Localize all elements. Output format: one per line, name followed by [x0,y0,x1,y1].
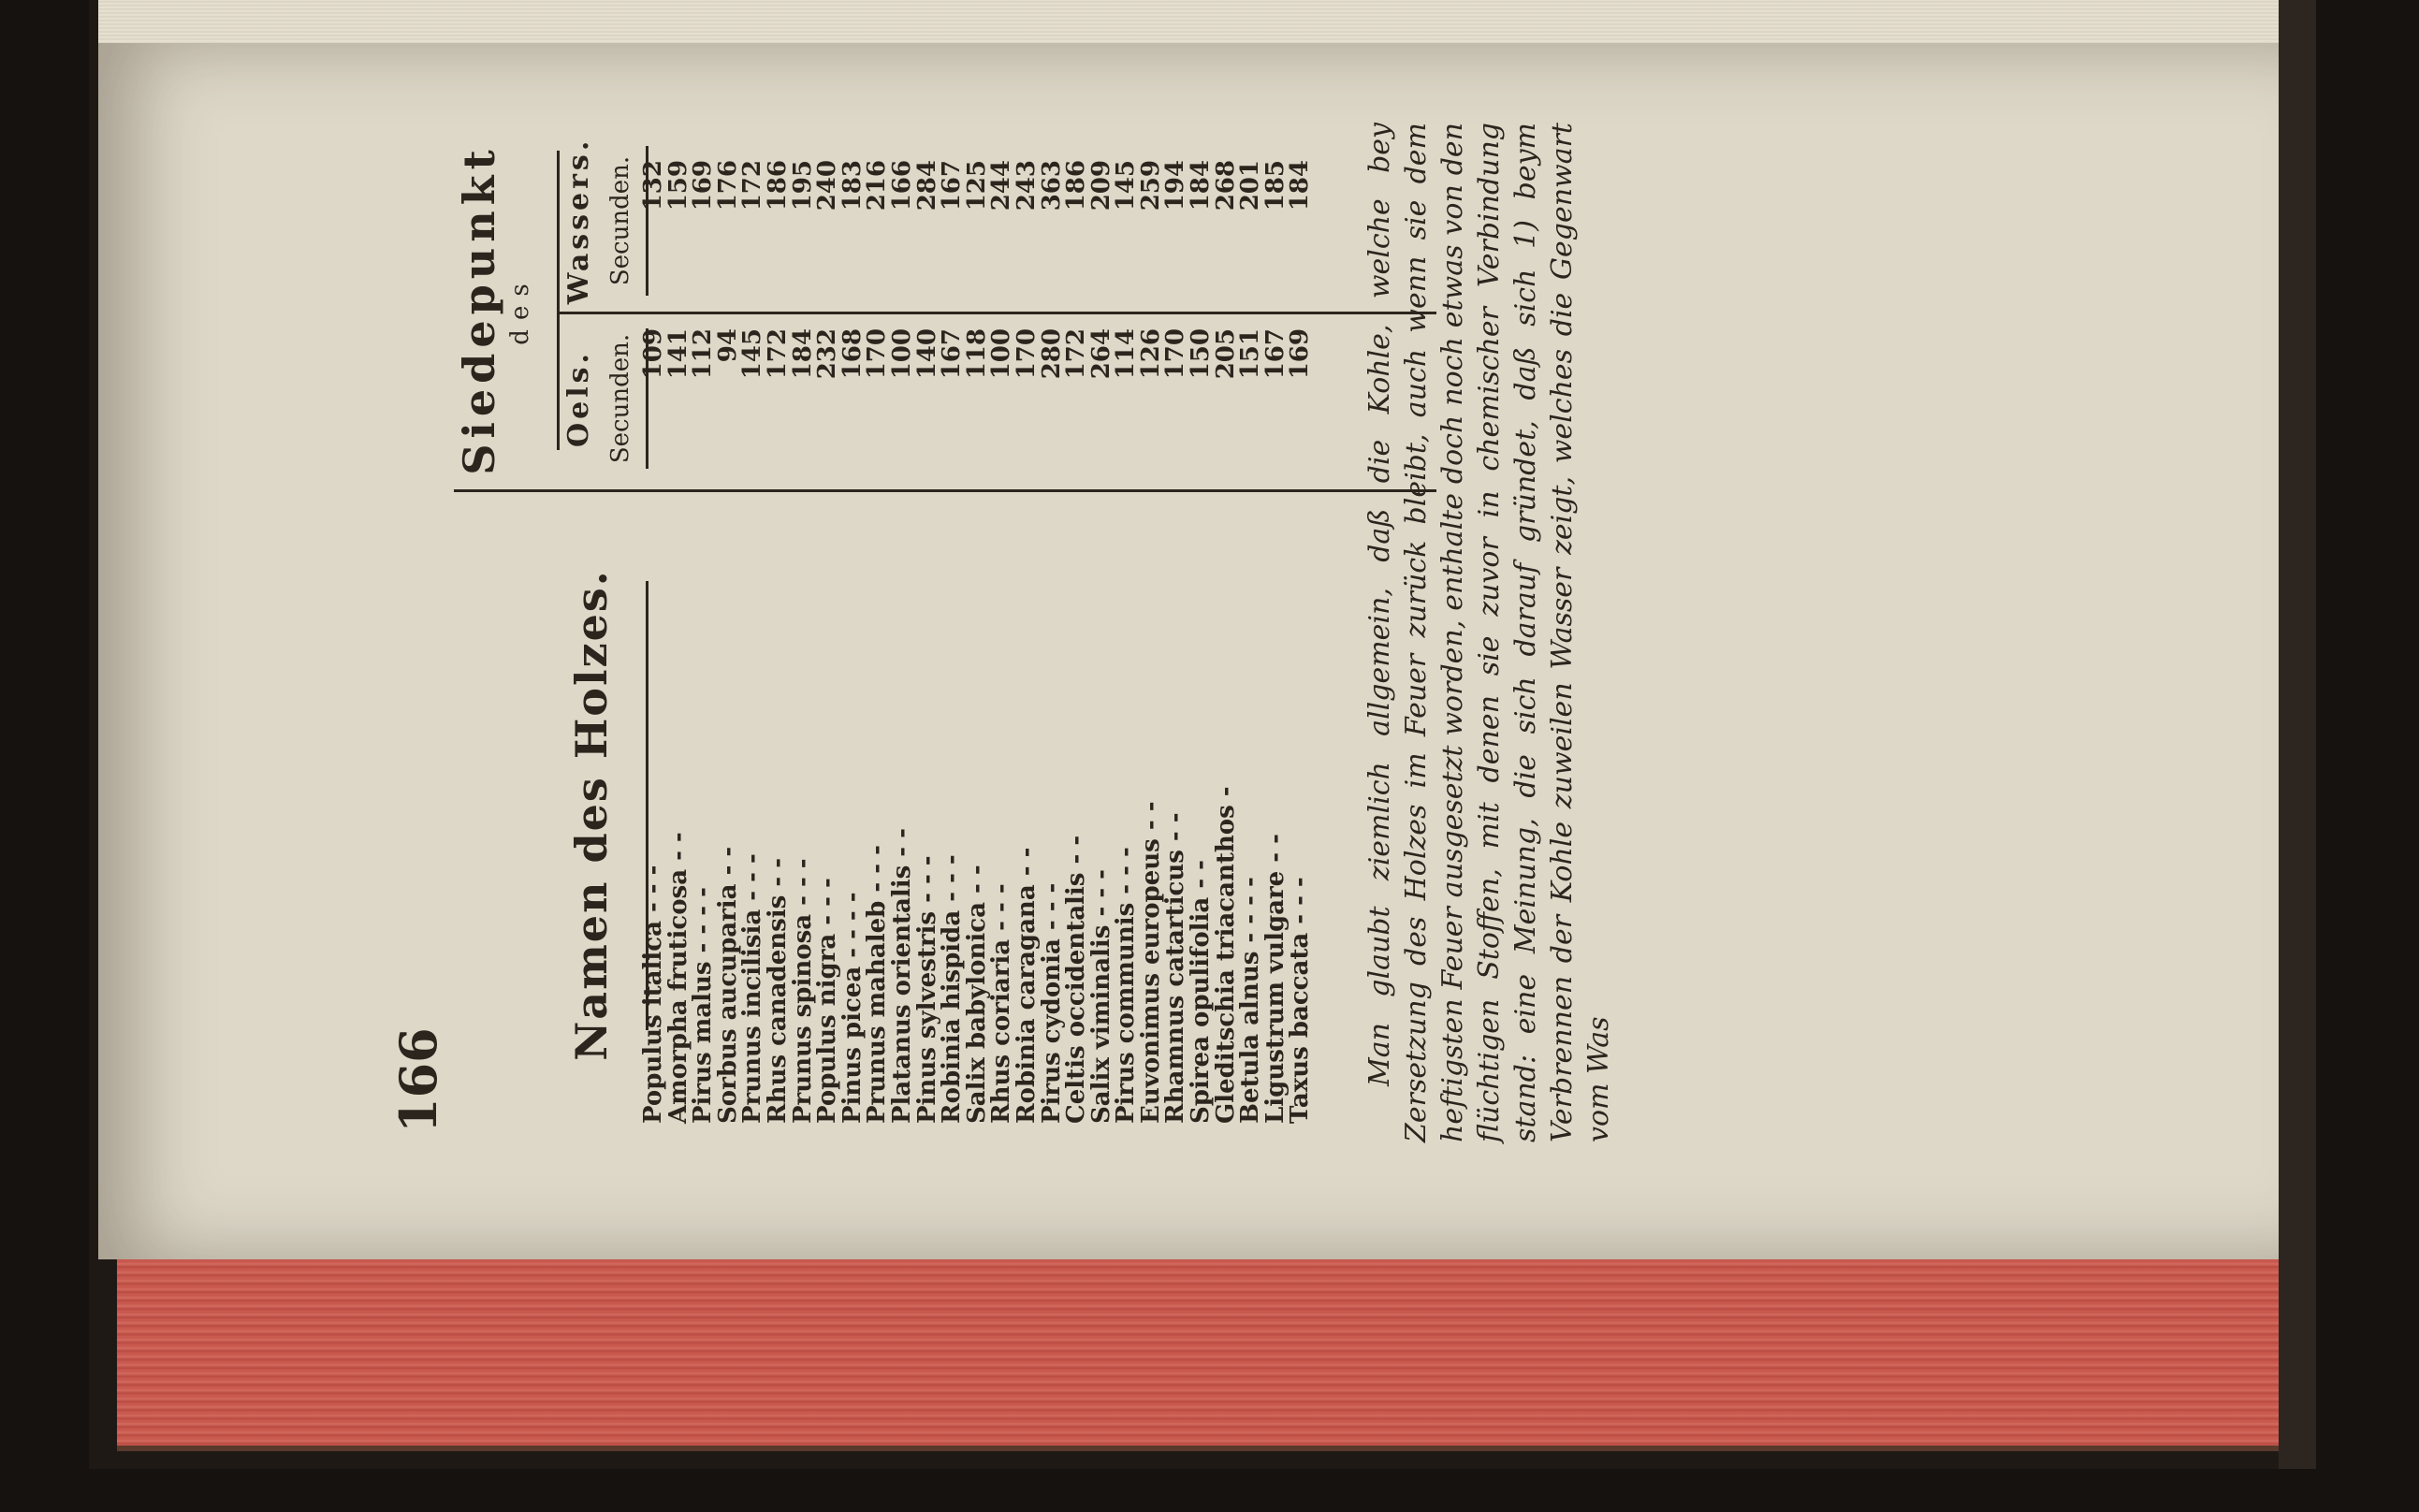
water-boiling-seconds: 363 [1037,160,1066,211]
oil-boiling-seconds: 170 [1161,328,1190,380]
boiling-point-header [454,132,634,487]
wood-name: Salix babylonica - - [962,865,991,1124]
oil-boiling-seconds: 280 [1037,328,1066,380]
table-row [1188,132,1214,1142]
name-column-header: Namen des Holzes. [566,569,617,1061]
water-boiling-seconds: 184 [1286,160,1315,211]
wood-name: Prunus mahaleb - - - [863,845,892,1124]
table-row [641,132,666,1142]
water-boiling-seconds: 209 [1086,160,1115,211]
oil-boiling-seconds: 232 [813,328,842,380]
table-row [1086,132,1115,1142]
table-row [865,132,890,1142]
oil-boiling-seconds: 170 [863,328,892,380]
wood-name: Salix viminalis - - - [1086,869,1115,1124]
water-boiling-seconds: 201 [1236,160,1265,211]
table-row [1288,132,1313,1142]
table-row [1211,132,1240,1142]
water-boiling-seconds: 167 [938,160,967,211]
water-boiling-seconds: 132 [639,160,667,211]
water-boiling-seconds: 268 [1211,160,1240,211]
oil-boiling-seconds: 151 [1236,328,1265,380]
wood-name: Spirea opulifolia - - [1187,860,1216,1124]
wood-name: Rhus coriaria - - - [987,883,1016,1124]
wood-name: Taxus baccata - - - [1286,877,1315,1124]
oil-boiling-seconds: 205 [1211,328,1240,380]
water-unit: Secunden. [606,155,634,286]
water-boiling-seconds: 183 [838,160,867,211]
oil-boiling-seconds: 172 [1062,328,1091,380]
oil-boiling-seconds: 100 [987,328,1016,380]
wood-name: Prunus spinosa - - - [788,858,817,1124]
water-boiling-seconds: 216 [863,160,892,211]
water-boiling-seconds: 176 [713,160,742,211]
oil-boiling-seconds: 169 [1286,328,1315,380]
water-boiling-seconds: 243 [1012,160,1041,211]
table-row [1037,132,1066,1142]
table-row [815,132,840,1142]
water-boiling-seconds: 125 [962,160,991,211]
water-label: Wassers. [562,137,595,305]
table-row [1014,132,1040,1142]
wood-name: Celtis occidentalis - - [1062,835,1091,1124]
paragraph: Man glaubt ziemlich allgemein, daß die Kohle, welche bey Zersetzung des Holzes im Feuer zurück bleibt, auch wenn sie dem heftigsten Feuer ausgesetzt worden, enthalte doch noch etwas von den flüchtigen Stoffen, mit denen sie zuvor in chemischer Verbindung stand: eine Meinung, die sich darauf gründet, daß sich 1) beym Verbrennen der Kohle zuweilen Wasser zeigt, welches die Gegenwart vom Was [1363,123,1615,1142]
oil-boiling-seconds: 112 [689,328,718,380]
water-boiling-seconds: 240 [813,160,842,211]
boiling-point-table [454,132,1313,1142]
page-edges [117,1244,2316,1451]
water-boiling-seconds: 172 [738,160,767,211]
oil-unit: Secunden. [606,333,634,464]
oil-boiling-seconds: 114 [1112,328,1141,380]
oil-boiling-seconds: 264 [1086,328,1115,380]
table-row [840,132,866,1142]
wood-name: Populus nigra - - - [813,878,842,1124]
water-boiling-seconds: 159 [663,160,692,211]
table-row [663,132,692,1142]
book-page [98,43,2307,1259]
table-row [740,132,765,1142]
table-row [1114,132,1139,1142]
body-text [1362,123,1617,1142]
water-boiling-seconds: 194 [1161,160,1190,211]
table-row [1136,132,1165,1142]
table-row [1163,132,1188,1142]
water-boiling-seconds: 186 [763,160,792,211]
water-boiling-seconds: 195 [788,160,817,211]
sub-columns [562,132,641,487]
water-boiling-seconds: 184 [1187,160,1216,211]
wood-name: Populus italica - - - [639,865,667,1124]
book-spine-edge [2279,0,2316,1469]
water-column-header [562,132,634,310]
page-number: 166 [388,1027,448,1133]
water-boiling-seconds: 284 [912,160,941,211]
table-row [788,132,817,1142]
table-row [765,132,791,1142]
oil-boiling-seconds: 100 [887,328,916,380]
wood-name: Rhamnus catarticus - - [1161,812,1190,1124]
top-page-edges [98,0,2279,43]
oil-boiling-seconds: 167 [938,328,967,380]
oil-boiling-seconds: 94 [713,328,742,363]
table-row [1064,132,1089,1142]
table-row [989,132,1014,1142]
table-row [962,132,991,1142]
wood-name: Gleditschia triacanthos - [1211,786,1240,1124]
header-rule [557,151,560,450]
oil-boiling-seconds: 141 [663,328,692,380]
table-row [1238,132,1263,1142]
oil-boiling-seconds: 168 [838,328,867,380]
table-row [1263,132,1289,1142]
oil-boiling-seconds: 172 [763,328,792,380]
water-boiling-seconds: 169 [689,160,718,211]
table-row [940,132,965,1142]
oil-boiling-seconds: 167 [1261,328,1290,380]
wood-name: Platanus orientalis - - [887,828,916,1124]
oil-boiling-seconds: 170 [1012,328,1041,380]
table-row [691,132,716,1142]
water-boiling-seconds: 185 [1261,160,1290,211]
water-boiling-seconds: 186 [1062,160,1091,211]
water-boiling-seconds: 244 [987,160,1016,211]
oil-boiling-seconds: 109 [639,328,667,380]
wood-name: Robinia caragana - - [1012,847,1041,1124]
group-title: Siedepunkt [454,144,504,475]
group-subtitle: des [506,274,534,345]
wood-name: Euvonimus europeus - - [1136,801,1165,1124]
wood-name: Pirus communis - - - [1112,847,1141,1124]
wood-name: Pinus sylvestris - - - [912,855,941,1124]
oil-boiling-seconds: 118 [962,328,991,380]
table-body [641,132,1313,1142]
wood-name: Pirus cydonia - - - [1037,882,1066,1124]
oil-boiling-seconds: 150 [1187,328,1216,380]
wood-name: Amorpha fruticosa - - [663,832,692,1124]
oil-column-header [562,310,634,487]
water-boiling-seconds: 259 [1136,160,1165,211]
oil-boiling-seconds: 140 [912,328,941,380]
oil-boiling-seconds: 126 [1136,328,1165,380]
oil-boiling-seconds: 184 [788,328,817,380]
water-boiling-seconds: 145 [1112,160,1141,211]
oil-label: Oels. [562,350,595,447]
oil-boiling-seconds: 145 [738,328,767,380]
page-content [360,113,2419,1142]
water-boiling-seconds: 166 [887,160,916,211]
wood-name: Pirus malus - - - - [689,887,718,1124]
wood-name: Betula alnus - - - - [1236,877,1265,1124]
table-header [454,132,641,1142]
wood-name: Prunus incilisia - - - [738,853,767,1124]
wood-name: Ligustrum vulgare - - [1261,834,1290,1124]
book [89,0,2316,1469]
table-row [887,132,916,1142]
table-row [912,132,941,1142]
table-row [713,132,742,1142]
wood-name: Rhus canadensis - - [763,858,792,1124]
wood-name: Sorbus aucuparia - - [713,846,742,1124]
wood-name: Pinus picea - - - - [838,892,867,1124]
wood-name: Robinia hispida - - - [938,854,967,1124]
